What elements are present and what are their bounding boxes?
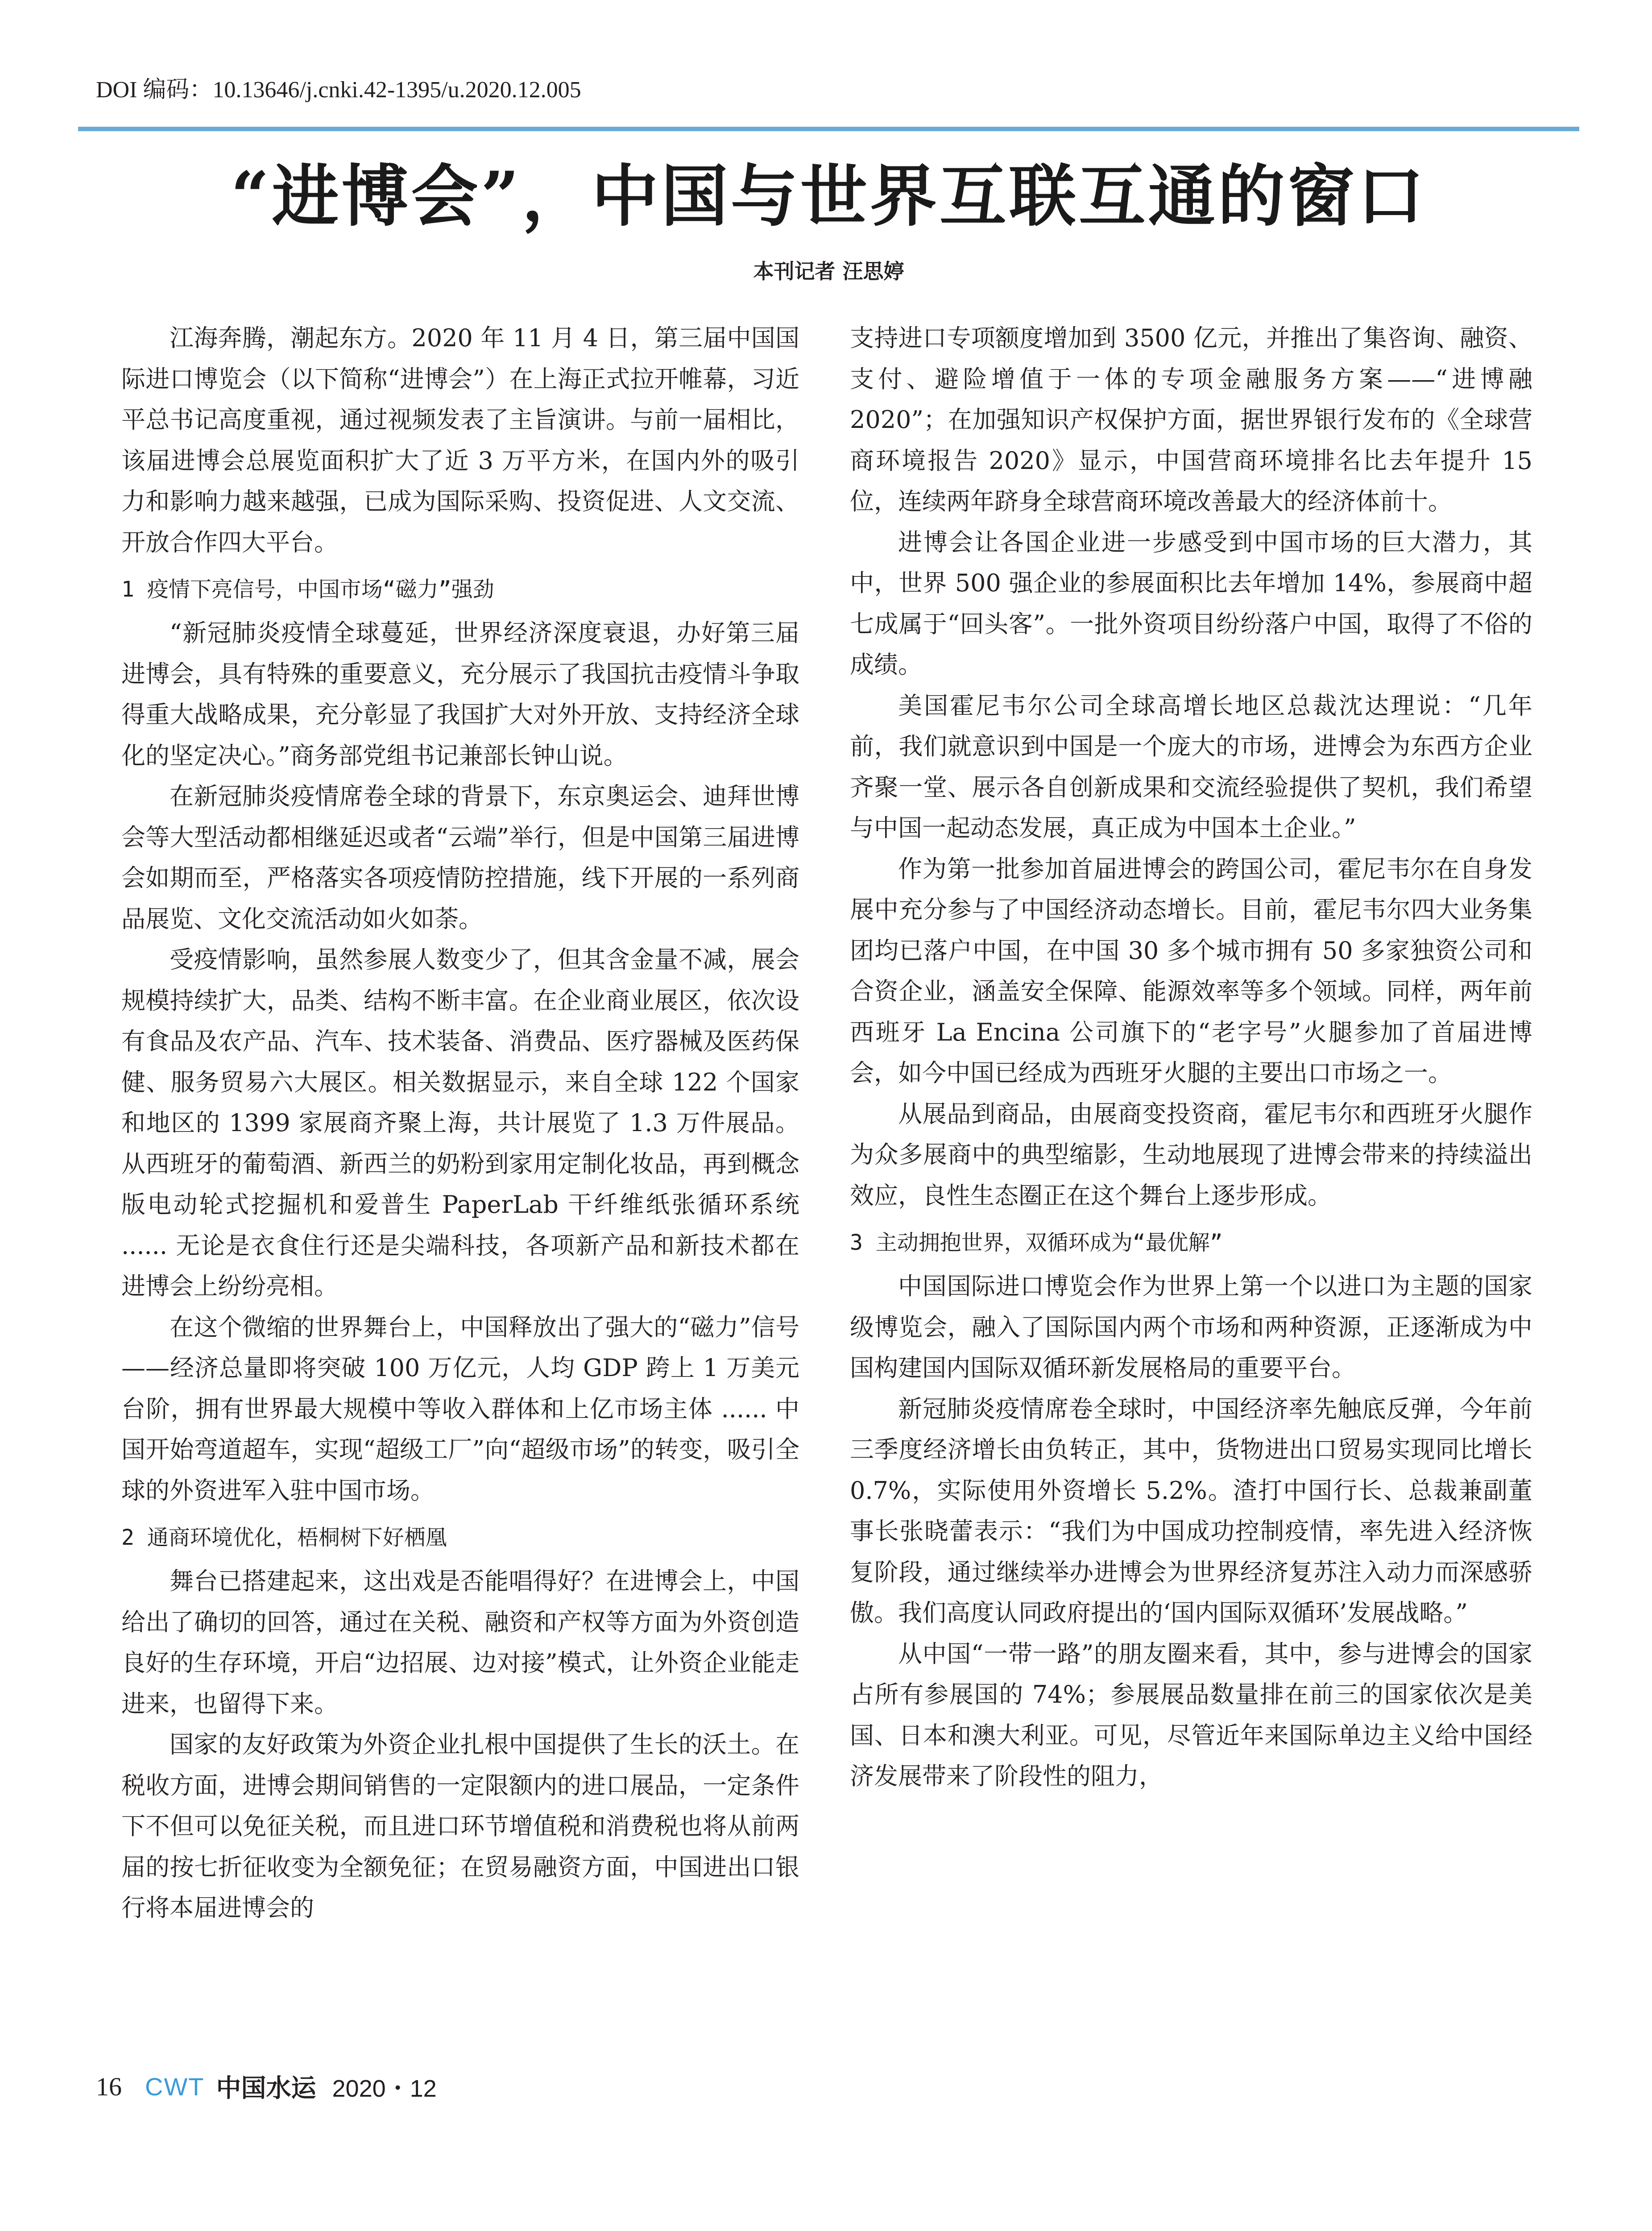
paragraph: 受疫情影响，虽然参展人数变少了，但其含金量不减，展会规模持续扩大，品类、结构不断丰富。在企业商业展区，依次设有食品及农产品、汽车、技术装备、消费品、医疗器械及医药保健、服务贸易六大展区。相关数据显示，来自全球 122 个国家和地区的 1399 家展商齐聚上海，共计展览了 1.3 万件展品。从西班牙的葡萄酒、新西兰的奶粉到家用定制化妆品，再到概念版电动轮式挖掘机和爱普生 PaperLab 干纤维纸张循环系统 ...... 无论是衣食住行还是尖端科技，各项新产品和新技术都在进博会上纷纷亮相。 <box>121 945 799 1300</box>
paragraph: 舞台已搭建起来，这出戏是否能唱得好？在进博会上，中国给出了确切的回答，通过在关税、融资和产权等方面为外资创造良好的生存环境，开启“边招展、边对接”模式，让外资企业能走进来，也留得下来。 <box>121 1567 799 1718</box>
section-heading-1: 1 疫情下亮信号，中国市场“磁力”强劲 <box>121 577 494 602</box>
paragraph: 在这个微缩的世界舞台上，中国释放出了强大的“磁力”信号——经济总量即将突破 100 万亿元，人均 GDP 跨上 1 万美元台阶，拥有世界最大规模中等收入群体和上亿市场主体 ...... 中国开始弯道超车，实现“超级工厂”向“超级市场”的转变，吸引全球的外资进军入驻中国市场。 <box>121 1313 799 1505</box>
page-number: 16 <box>96 2072 122 2101</box>
header-rule <box>78 127 1579 131</box>
section-heading-3: 3 主动拥抱世界，双循环成为“最优解” <box>850 1230 1223 1255</box>
paragraph: 江海奔腾，潮起东方。2020 年 11 月 4 日，第三届中国国际进口博览会（以下简称“进博会”）在上海正式拉开帷幕，习近平总书记高度重视，通过视频发表了主旨演讲。与前一届相比，该届进博会总展览面积扩大了近 3 万平方米，在国内外的吸引力和影响力越来越强，已成为国际采购、投资促进、人文交流、开放合作四大平台。 <box>121 324 799 556</box>
paragraph: 从展品到商品，由展商变投资商，霍尼韦尔和西班牙火腿作为众多展商中的典型缩影，生动地展现了进博会带来的持续溢出效应，良性生态圈正在这个舞台上逐步形成。 <box>850 1099 1532 1210</box>
paragraph: “新冠肺炎疫情全球蔓延，世界经济深度衰退，办好第三届进博会，具有特殊的重要意义，充分展示了我国抗击疫情斗争取得重大战略成果，充分彰显了我国扩大对外开放、支持经济全球化的坚定决心。”商务部党组书记兼部长钟山说。 <box>121 619 799 770</box>
paragraph: 从中国“一带一路”的朋友圈来看，其中，参与进博会的国家占所有参展国的 74%；参展展品数量排在前三的国家依次是美国、日本和澳大利亚。可见，尽管近年来国际单边主义给中国经济发展带来了阶段性的阻力， <box>850 1639 1532 1790</box>
journal-logo: CWT <box>145 2072 205 2101</box>
journal-name: 中国水运 <box>216 2074 316 2103</box>
paragraph: 进博会让各国企业进一步感受到中国市场的巨大潜力，其中，世界 500 强企业的参展面积比去年增加 14%，参展商中超七成属于“回头客”。一批外资项目纷纷落户中国，取得了不俗的成绩。 <box>850 528 1532 679</box>
paragraph: 国家的友好政策为外资企业扎根中国提供了生长的沃土。在税收方面，进博会期间销售的一定限额内的进口展品，一定条件下不但可以免征关税，而且进口环节增值税和消费税也将从前两届的按七折征收变为全额免征；在贸易融资方面，中国进出口银行将本届进博会的 <box>121 1730 799 1922</box>
left-column <box>121 318 799 1928</box>
paragraph: 作为第一批参加首届进博会的跨国公司，霍尼韦尔在自身发展中充分参与了中国经济动态增长。目前，霍尼韦尔四大业务集团均已落户中国，在中国 30 多个城市拥有 50 多家独资公司和合资企业，涵盖安全保障、能源效率等多个领域。同样，两年前西班牙 La Encina 公司旗下的“老字号”火腿参加了首届进博会，如今中国已经成为西班牙火腿的主要出口市场之一。 <box>850 854 1532 1087</box>
issue-label: 2020・12 <box>332 2075 437 2102</box>
paragraph: 中国国际进口博览会作为世界上第一个以进口为主题的国家级博览会，融入了国际国内两个市场和两种资源，正逐渐成为中国构建国内国际双循环新发展格局的重要平台。 <box>850 1272 1532 1382</box>
doi-line: DOI 编码：10.13646/j.cnki.42-1395/u.2020.12.005 <box>96 77 581 103</box>
page-footer <box>96 2069 437 2104</box>
section-heading-2: 2 通商环境优化，梧桐树下好栖凰 <box>121 1525 447 1550</box>
right-column <box>850 318 1532 1797</box>
paragraph: 支持进口专项额度增加到 3500 亿元，并推出了集咨询、融资、支付、避险增值于一体的专项金融服务方案——“进博融 2020”；在加强知识产权保护方面，据世界银行发布的《全球营商环境报告 2020》显示，中国营商环境排名比去年提升 15 位，连续两年跻身全球营商环境改善最大的经济体前十。 <box>850 324 1532 515</box>
article-title: “进博会”，中国与世界互联互通的窗口 <box>231 157 1427 236</box>
byline: 本刊记者 汪思婷 <box>753 259 904 283</box>
paragraph: 在新冠肺炎疫情席卷全球的背景下，东京奥运会、迪拜世博会等大型活动都相继延迟或者“云端”举行，但是中国第三届进博会如期而至，严格落实各项疫情防控措施，线下开展的一系列商品展览、文化交流活动如火如荼。 <box>121 782 799 933</box>
paragraph: 美国霍尼韦尔公司全球高增长地区总裁沈达理说：“几年前，我们就意识到中国是一个庞大的市场，进博会为东西方企业齐聚一堂、展示各自创新成果和交流经验提供了契机，我们希望与中国一起动态发展，真正成为中国本土企业。” <box>850 691 1532 842</box>
paragraph: 新冠肺炎疫情席卷全球时，中国经济率先触底反弹，今年前三季度经济增长由负转正，其中，货物进出口贸易实现同比增长 0.7%，实际使用外资增长 5.2%。渣打中国行长、总裁兼副董事长张晓蕾表示：“我们为中国成功控制疫情，率先进入经济恢复阶段，通过继续举办进博会为世界经济复苏注入动力而深感骄傲。我们高度认同政府提出的‘国内国际双循环’发展战略。” <box>850 1394 1532 1627</box>
